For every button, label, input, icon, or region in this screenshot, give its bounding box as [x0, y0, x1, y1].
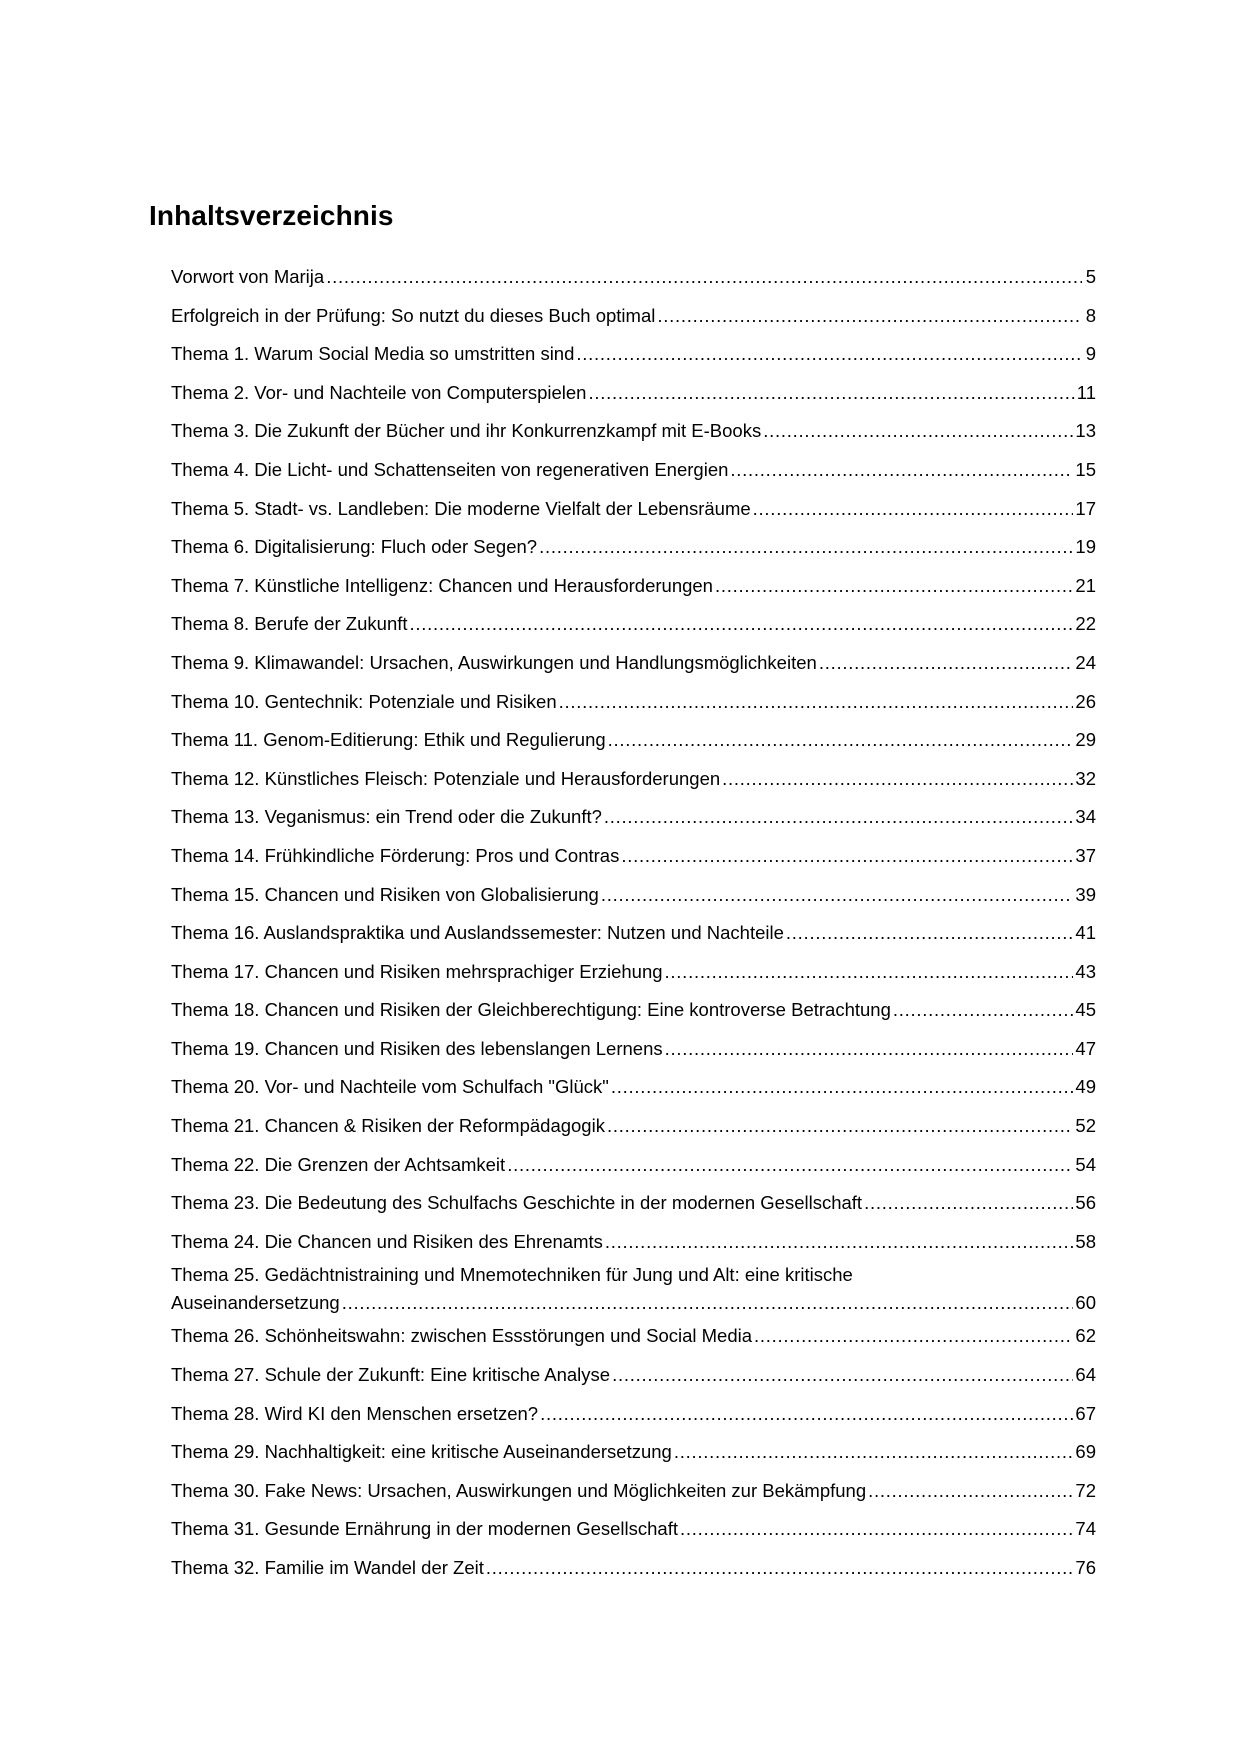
toc-entry[interactable]	[171, 1068, 1096, 1107]
toc-dot-leader	[604, 798, 1074, 837]
toc-entry[interactable]	[171, 1317, 1096, 1356]
toc-page-number: 22	[1075, 613, 1096, 635]
toc-dot-leader	[722, 760, 1073, 799]
toc-entry-title: Thema 5. Stadt- vs. Landleben: Die moderne Vielfalt der Lebensräume	[171, 497, 751, 519]
toc-entry[interactable]	[171, 1107, 1096, 1146]
toc-entry[interactable]	[171, 567, 1096, 606]
toc-dot-leader	[540, 1395, 1073, 1434]
toc-page-number: 60	[1075, 1292, 1096, 1314]
toc-dot-leader	[608, 721, 1074, 760]
toc-entry[interactable]	[171, 1184, 1096, 1223]
toc-entry[interactable]	[171, 760, 1096, 799]
toc-entry[interactable]	[171, 605, 1096, 644]
toc-page-number: 69	[1075, 1441, 1096, 1463]
toc-page-number: 32	[1075, 767, 1096, 789]
toc-page-number: 64	[1075, 1364, 1096, 1386]
toc-entry-title: Thema 17. Chancen und Risiken mehrsprachiger Erziehung	[171, 960, 663, 982]
toc-dot-leader	[864, 1184, 1073, 1223]
toc-entry[interactable]	[171, 798, 1096, 837]
table-of-contents	[171, 258, 1096, 1588]
toc-dot-leader	[410, 605, 1074, 644]
toc-dot-leader	[621, 837, 1073, 876]
toc-entry-title: Thema 13. Veganismus: ein Trend oder die Zukunft?	[171, 806, 602, 828]
toc-entry-title: Thema 18. Chancen und Risiken der Gleichberechtigung: Eine kontroverse Betrachtung	[171, 999, 891, 1021]
toc-page-number: 52	[1075, 1115, 1096, 1137]
toc-entry-title: Thema 16. Auslandspraktika und Auslandssemester: Nutzen und Nachteile	[171, 922, 784, 944]
toc-entry[interactable]	[171, 1223, 1096, 1262]
toc-entry[interactable]	[171, 644, 1096, 683]
toc-entry-title: Thema 3. Die Zukunft der Bücher und ihr Konkurrenzkampf mit E-Books	[171, 420, 762, 442]
toc-entry[interactable]	[171, 1549, 1096, 1588]
toc-page-number: 41	[1075, 922, 1096, 944]
toc-entry-title: Thema 12. Künstliches Fleisch: Potenziale und Herausforderungen	[171, 767, 721, 789]
toc-entry[interactable]	[171, 335, 1096, 374]
toc-entry[interactable]	[171, 991, 1096, 1030]
toc-page-number: 45	[1075, 999, 1096, 1021]
toc-entry-title: Thema 20. Vor- und Nachteile vom Schulfach "Glück"	[171, 1076, 609, 1098]
toc-entry-wrapped	[171, 1261, 1096, 1317]
toc-dot-leader	[680, 1510, 1073, 1549]
toc-entry-title: Thema 6. Digitalisierung: Fluch oder Segen?	[171, 536, 538, 558]
toc-entry-title: Thema 8. Berufe der Zukunft	[171, 613, 408, 635]
toc-entry-title: Thema 19. Chancen und Risiken des lebenslangen Lernens	[171, 1037, 663, 1059]
toc-entry-title: Thema 23. Die Bedeutung des Schulfachs Geschichte in der modernen Gesellschaft	[171, 1192, 863, 1214]
toc-entry[interactable]	[171, 1030, 1096, 1069]
toc-dot-leader	[715, 567, 1073, 606]
toc-entry[interactable]	[171, 1510, 1096, 1549]
toc-dot-leader	[611, 1068, 1074, 1107]
toc-dot-leader	[539, 528, 1073, 567]
toc-page-number: 17	[1075, 497, 1096, 519]
toc-dot-leader	[754, 1317, 1073, 1356]
toc-dot-leader	[326, 258, 1082, 297]
toc-entry[interactable]	[171, 374, 1096, 413]
toc-entry-title: Thema 28. Wird KI den Menschen ersetzen?	[171, 1402, 539, 1424]
toc-page-number: 76	[1075, 1557, 1096, 1578]
toc-dot-leader	[588, 374, 1074, 413]
toc-page-number: 56	[1075, 1192, 1096, 1214]
toc-page-number: 47	[1075, 1037, 1096, 1059]
toc-entry-title: Thema 21. Chancen & Risiken der Reformpädagogik	[171, 1115, 605, 1137]
toc-entry[interactable]	[171, 837, 1096, 876]
toc-dot-leader	[342, 1289, 1074, 1317]
toc-entry[interactable]	[171, 1472, 1096, 1511]
toc-page-number: 54	[1075, 1153, 1096, 1175]
toc-entry[interactable]	[171, 876, 1096, 915]
toc-entry-title: Erfolgreich in der Prüfung: So nutzt du dieses Buch optimal	[171, 304, 656, 326]
toc-dot-leader	[601, 876, 1074, 915]
toc-page-number: 37	[1075, 844, 1096, 866]
toc-page-number: 72	[1075, 1479, 1096, 1501]
toc-page-number: 34	[1075, 806, 1096, 828]
toc-entry-title: Thema 10. Gentechnik: Potenziale und Risiken	[171, 690, 557, 712]
toc-entry-title: Thema 26. Schönheitswahn: zwischen Essstörungen und Social Media	[171, 1325, 753, 1347]
toc-entry-second-row	[171, 1289, 1096, 1317]
toc-page-number: 26	[1075, 690, 1096, 712]
toc-page-number: 43	[1075, 960, 1096, 982]
toc-page-number: 67	[1075, 1402, 1096, 1424]
toc-entry-title-line2: Auseinandersetzung	[171, 1292, 340, 1314]
toc-entry-title: Thema 29. Nachhaltigkeit: eine kritische Auseinandersetzung	[171, 1441, 672, 1463]
toc-entry-title: Thema 4. Die Licht- und Schattenseiten von regenerativen Energien	[171, 458, 729, 480]
toc-entry[interactable]	[171, 1395, 1096, 1434]
toc-dot-leader	[674, 1433, 1074, 1472]
toc-page-number: 74	[1075, 1518, 1096, 1540]
toc-dot-leader	[657, 297, 1082, 336]
toc-dot-leader	[612, 1356, 1073, 1395]
toc-entry[interactable]	[171, 1146, 1096, 1185]
toc-entry-title: Thema 7. Künstliche Intelligenz: Chancen und Herausforderungen	[171, 574, 713, 596]
toc-dot-leader	[753, 490, 1074, 529]
toc-entry[interactable]	[171, 451, 1096, 490]
toc-entry-title: Thema 31. Gesunde Ernährung in der modernen Gesellschaft	[171, 1518, 678, 1540]
toc-entry-title: Thema 15. Chancen und Risiken von Globalisierung	[171, 883, 599, 905]
toc-dot-leader	[819, 644, 1074, 683]
toc-entry-title: Thema 32. Familie im Wandel der Zeit	[171, 1557, 484, 1578]
toc-dot-leader	[605, 1223, 1074, 1262]
toc-entry[interactable]	[171, 412, 1096, 451]
toc-dot-leader	[486, 1549, 1074, 1588]
toc-entry[interactable]	[171, 258, 1096, 297]
toc-page-number: 13	[1075, 420, 1096, 442]
toc-page-number: 49	[1075, 1076, 1096, 1098]
toc-entry-title: Thema 1. Warum Social Media so umstritten sind	[171, 343, 575, 365]
toc-entry[interactable]	[171, 1433, 1096, 1472]
toc-page-number: 62	[1075, 1325, 1096, 1347]
toc-entry-title: Thema 27. Schule der Zukunft: Eine kritische Analyse	[171, 1364, 611, 1386]
toc-dot-leader	[559, 683, 1074, 722]
toc-entry[interactable]	[171, 1261, 1096, 1317]
toc-entry-title: Thema 22. Die Grenzen der Achtsamkeit	[171, 1153, 506, 1175]
toc-page-number: 15	[1075, 458, 1096, 480]
toc-entry[interactable]	[171, 914, 1096, 953]
toc-entry[interactable]	[171, 490, 1096, 529]
toc-dot-leader	[607, 1107, 1073, 1146]
toc-entry-title-line1: Thema 25. Gedächtnistraining und Mnemotechniken für Jung und Alt: eine kritische	[171, 1264, 853, 1286]
toc-entry-title: Vorwort von Marija	[171, 266, 325, 287]
toc-entry-title: Thema 14. Frühkindliche Förderung: Pros und Contras	[171, 844, 620, 866]
toc-page-number: 24	[1075, 651, 1096, 673]
toc-entry-title: Thema 11. Genom-Editierung: Ethik und Regulierung	[171, 729, 606, 751]
toc-page-number: 39	[1075, 883, 1096, 905]
toc-entry[interactable]	[171, 953, 1096, 992]
toc-entry-title: Thema 24. Die Chancen und Risiken des Ehrenamts	[171, 1230, 603, 1252]
toc-dot-leader	[730, 451, 1073, 490]
toc-dot-leader	[786, 914, 1074, 953]
toc-entry-title: Thema 30. Fake News: Ursachen, Auswirkungen und Möglichkeiten zur Bekämpfung	[171, 1479, 867, 1501]
toc-dot-leader	[665, 953, 1074, 992]
toc-page-number: 58	[1075, 1230, 1096, 1252]
toc-page-number: 8	[1085, 304, 1096, 326]
toc-page-number: 29	[1075, 729, 1096, 751]
toc-entry[interactable]	[171, 721, 1096, 760]
toc-page-number: 9	[1085, 343, 1096, 365]
page-title: Inhaltsverzeichnis	[149, 200, 394, 231]
toc-entry-title: Thema 9. Klimawandel: Ursachen, Auswirkungen und Handlungsmöglichkeiten	[171, 651, 817, 673]
toc-page-number: 5	[1085, 266, 1096, 287]
toc-dot-leader	[507, 1146, 1073, 1185]
toc-dot-leader	[576, 335, 1082, 374]
toc-page-number: 21	[1075, 574, 1096, 596]
toc-entry[interactable]	[171, 683, 1096, 722]
toc-entry[interactable]	[171, 1356, 1096, 1395]
toc-page-number: 11	[1076, 381, 1096, 403]
toc-page-number: 19	[1075, 536, 1096, 558]
toc-entry[interactable]	[171, 297, 1096, 336]
toc-dot-leader	[868, 1472, 1073, 1511]
toc-dot-leader	[665, 1030, 1074, 1069]
toc-dot-leader	[893, 991, 1074, 1030]
toc-dot-leader	[763, 412, 1073, 451]
toc-entry[interactable]	[171, 528, 1096, 567]
toc-entry-title: Thema 2. Vor- und Nachteile von Computerspielen	[171, 381, 587, 403]
